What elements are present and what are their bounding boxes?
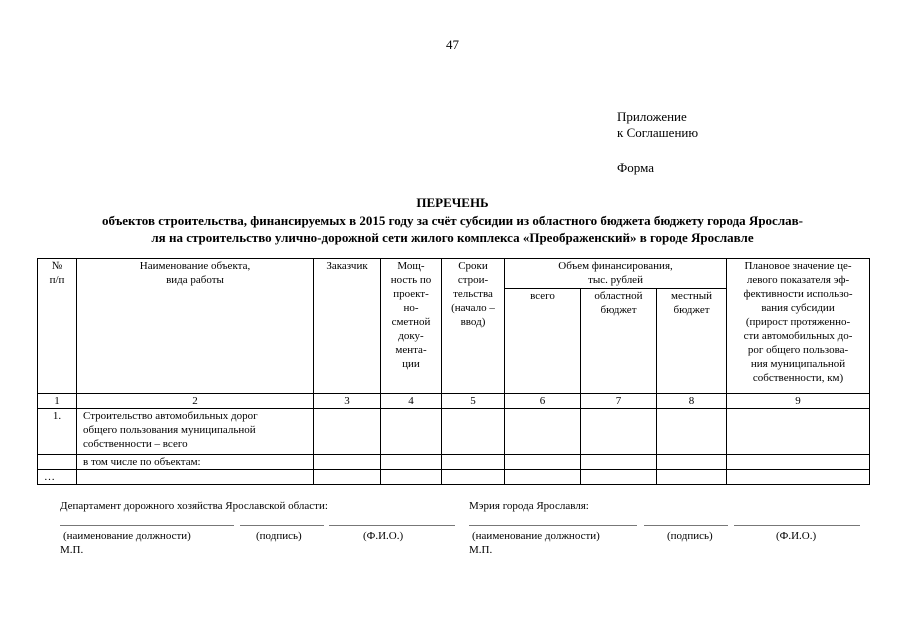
- col-number: 7: [581, 394, 657, 409]
- right-fio-caption: (Ф.И.О.): [776, 530, 817, 542]
- row-number: 1.: [38, 409, 77, 455]
- header-number: № п/п: [38, 259, 77, 394]
- table-row: [38, 470, 870, 485]
- appendix-agreement: к Соглашению: [617, 125, 699, 140]
- right-signature-caption: (подпись): [667, 530, 713, 542]
- table-header-row: [38, 259, 870, 289]
- left-stamp-place: М.П.: [60, 544, 84, 556]
- col-number: 9: [727, 394, 870, 409]
- header-capacity: Мощ- ность по проект- но- сметной доку- мента- ции: [381, 259, 442, 394]
- left-position-line: [60, 525, 234, 526]
- col-number: 2: [77, 394, 314, 409]
- left-organization: Департамент дорожного хозяйства Ярославской области:: [60, 500, 328, 512]
- form-label: Форма: [617, 160, 654, 175]
- right-position-caption: (наименование должности): [472, 530, 600, 542]
- header-terms: Сроки строи- тельства (начало – ввод): [442, 259, 505, 394]
- left-fio-caption: (Ф.И.О.): [363, 530, 404, 542]
- header-customer: Заказчик: [314, 259, 381, 394]
- right-fio-line: [734, 525, 860, 526]
- col-number: 3: [314, 394, 381, 409]
- column-number-row: [38, 394, 870, 409]
- left-fio-line: [329, 525, 455, 526]
- col-number: 5: [442, 394, 505, 409]
- header-planned-value: Плановое значение це- левого показателя эф- фективности использо- вания субсидии (прирост протяженно- сти автомобильных до- рог общего пользова- ния муниципальной собственности, км): [727, 259, 870, 394]
- col-number: 4: [381, 394, 442, 409]
- document-subtitle-line2: ля на строительство улично-дорожной сети жилого комплекса «Преображенский» в городе Ярославле: [151, 230, 754, 245]
- left-signature-line: [240, 525, 324, 526]
- col-number: 1: [38, 394, 77, 409]
- header-regional-budget: областной бюджет: [581, 289, 657, 394]
- header-financing: Объем финансирования, тыс. рублей: [505, 259, 727, 289]
- col-number: 8: [657, 394, 727, 409]
- table-row: [38, 409, 870, 455]
- row-ellipsis: …: [38, 470, 77, 485]
- appendix-label: Приложение: [617, 109, 687, 124]
- row-subheading: в том числе по объектам:: [77, 455, 314, 470]
- row-object-name: Строительство автомобильных дорог общего пользования муниципальной собственности – всего: [77, 409, 314, 455]
- right-signature-line: [644, 525, 728, 526]
- header-total: всего: [505, 289, 581, 394]
- left-position-caption: (наименование должности): [63, 530, 191, 542]
- col-number: 6: [505, 394, 581, 409]
- header-local-budget: местный бюджет: [657, 289, 727, 394]
- left-signature-caption: (подпись): [256, 530, 302, 542]
- document-subtitle-line1: объектов строительства, финансируемых в 2015 году за счёт субсидии из областного бюджета бюджету города Ярослав-: [102, 213, 803, 228]
- header-object-name: Наименование объекта, вида работы: [77, 259, 314, 394]
- table-row: [38, 455, 870, 470]
- objects-table: [37, 258, 870, 485]
- right-organization: Мэрия города Ярославля:: [469, 500, 589, 512]
- right-stamp-place: М.П.: [469, 544, 493, 556]
- right-position-line: [469, 525, 637, 526]
- document-heading: ПЕРЕЧЕНЬ: [416, 195, 489, 210]
- page-number: 47: [446, 37, 459, 52]
